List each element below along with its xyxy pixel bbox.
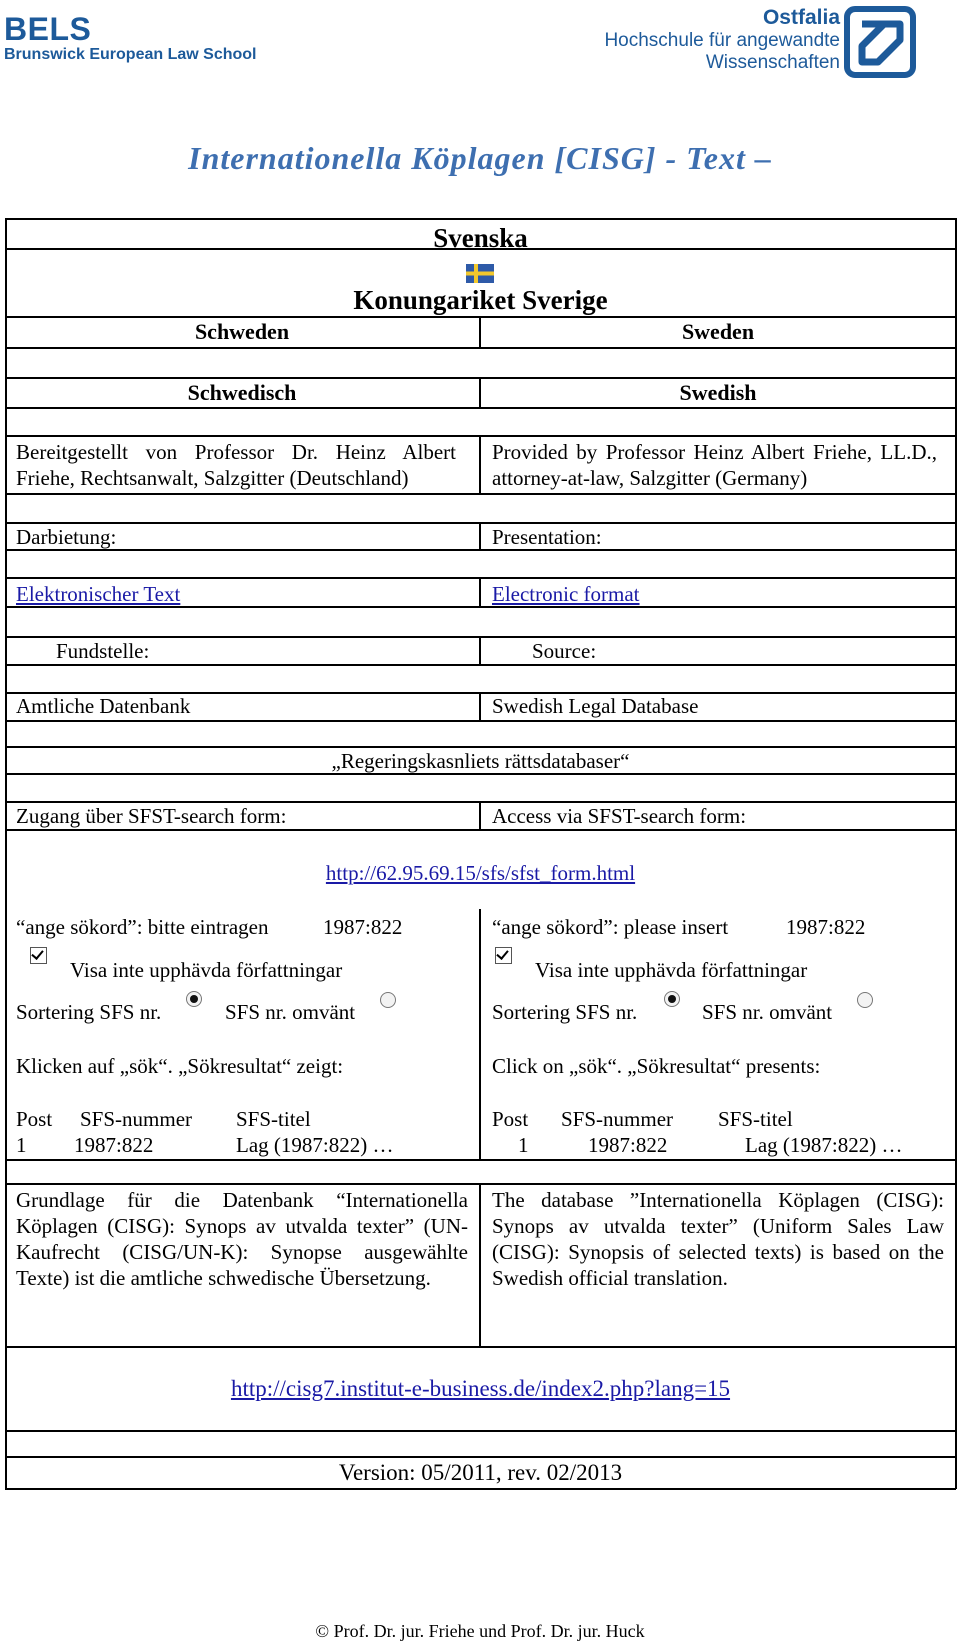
language-en: Swedish — [679, 380, 757, 405]
result-post-de: 1 — [16, 1133, 27, 1157]
cisg-database-link[interactable]: http://cisg7.institut-e-business.de/index2.php?lang=15 — [230, 1376, 731, 1401]
country-de: Schweden — [194, 319, 290, 344]
sort-radio-selected-en[interactable] — [664, 991, 680, 1007]
basis-text-en: The database ”Internationella Köplagen (CISG): Synops av utvalda texter” (Uniform Sales Law (CISG): Synopsis of selected texts) is based on the Swedish official translation. — [492, 1188, 944, 1290]
result-post-header-en: Post — [492, 1107, 529, 1131]
version-info: Version: 05/2011, rev. 02/2013 — [338, 1460, 623, 1485]
database-name: „Regeringskasnliets rättsdatabaser“ — [331, 749, 630, 773]
page-title: Internationella Köplagen [CISG] - Text – — [188, 140, 772, 176]
hide-repealed-label-en: Visa inte upphävda författningar — [535, 958, 808, 982]
swedish-flag-icon — [466, 264, 494, 283]
sort-reverse-label-en: SFS nr. omvänt — [702, 1000, 833, 1024]
copyright-footer: © Prof. Dr. jur. Friehe und Prof. Dr. jur. Huck — [315, 1621, 645, 1641]
sort-label-en: Sortering SFS nr. — [492, 1000, 638, 1024]
sort-reverse-radio-en[interactable] — [857, 992, 873, 1008]
format-link-en[interactable]: Electronic format — [492, 582, 640, 606]
result-titel-header-de: SFS-titel — [236, 1107, 311, 1131]
sort-radio-selected-de[interactable] — [186, 991, 202, 1007]
result-nummer-header-de: SFS-nummer — [80, 1107, 193, 1131]
bels-logo — [4, 12, 257, 64]
hide-repealed-checkbox-de[interactable] — [30, 947, 47, 964]
database-en: Swedish Legal Database — [492, 694, 699, 718]
hide-repealed-checkbox-en[interactable] — [495, 947, 512, 964]
basis-text-de: Grundlage für die Datenbank “Internationella Köplagen (CISG): Synops av utvalda texter” (UN-Kaufrecht (CISG/UN-K): Synopse ausgewählte Texte) ist die amtliche schwedische Übersetzung. — [16, 1188, 468, 1290]
provided-by-en: Provided by Professor Heinz Albert Friehe, LL.D., attorney-at-law, Salzgitter (Germany) — [492, 440, 937, 490]
access-en: Access via SFST-search form: — [492, 804, 747, 828]
format-link-de[interactable]: Elektronischer Text — [16, 582, 181, 606]
sort-reverse-radio-de[interactable] — [380, 992, 396, 1008]
search-form-link[interactable]: http://62.95.69.15/sfs/sfst_form.html — [325, 861, 636, 885]
search-instruction-de: “ange sökord”: bitte eintragen — [16, 915, 269, 939]
ostfalia-name: Ostfalia — [762, 6, 840, 29]
click-instruction-de: Klicken auf „sök“. „Sökresultat“ zeigt: — [16, 1054, 344, 1078]
sort-reverse-label-de: SFS nr. omvänt — [225, 1000, 356, 1024]
source-en: Source: — [532, 639, 597, 663]
country-en: Sweden — [681, 319, 755, 344]
result-titel-de: Lag (1987:822) … — [236, 1133, 394, 1157]
result-nummer-en: 1987:822 — [588, 1133, 668, 1157]
provided-by-de: Bereitgestellt von Professor Dr. Heinz Albert Friehe, Rechtsanwalt, Salzgitter (Deutschland) — [16, 440, 456, 490]
result-titel-header-en: SFS-titel — [718, 1107, 793, 1131]
language-de: Schwedisch — [187, 380, 297, 405]
source-de: Fundstelle: — [56, 639, 150, 663]
access-de: Zugang über SFST-search form: — [16, 804, 287, 828]
search-code-en: 1987:822 — [786, 915, 866, 939]
bels-subtitle: Brunswick European Law School — [4, 46, 257, 63]
result-post-header-de: Post — [16, 1107, 53, 1131]
presentation-de: Darbietung: — [16, 525, 117, 549]
hide-repealed-label-de: Visa inte upphävda författningar — [70, 958, 343, 982]
search-instruction-en: “ange sökord”: please insert — [492, 915, 729, 939]
result-nummer-header-en: SFS-nummer — [561, 1107, 674, 1131]
result-titel-en: Lag (1987:822) … — [745, 1133, 903, 1157]
ostfalia-logo-text — [604, 6, 840, 74]
result-nummer-de: 1987:822 — [74, 1133, 154, 1157]
sort-label-de: Sortering SFS nr. — [16, 1000, 162, 1024]
result-post-en: 1 — [518, 1133, 529, 1157]
database-de: Amtliche Datenbank — [16, 694, 191, 718]
language-heading: Svenska — [433, 223, 528, 253]
ostfalia-line2: Wissenschaften — [705, 52, 840, 73]
bels-logo-text: BELS — [4, 11, 92, 47]
country-official-name: Konungariket Sverige — [353, 285, 608, 315]
presentation-en: Presentation: — [492, 525, 602, 549]
ostfalia-line1: Hochschule für angewandte — [604, 30, 840, 51]
click-instruction-en: Click on „sök“. „Sökresultat“ presents: — [492, 1054, 821, 1078]
ostfalia-logo-icon — [844, 6, 916, 78]
search-code-de: 1987:822 — [323, 915, 403, 939]
